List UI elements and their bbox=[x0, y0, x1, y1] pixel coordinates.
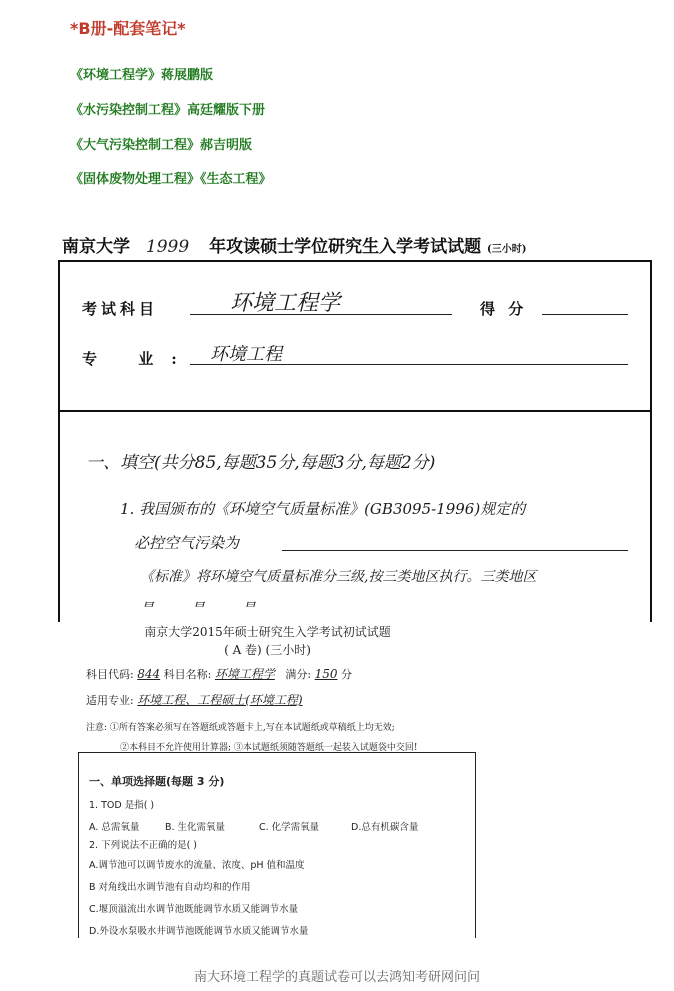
full-value: 150 bbox=[314, 667, 338, 681]
university-name: 南京大学 bbox=[62, 237, 130, 257]
name-value: 环境工程学 bbox=[214, 667, 275, 681]
q2-option-d: D.外设水泵吸水井调节池既能调节水质又能调节水量 bbox=[89, 926, 309, 937]
major-label: 专 业: bbox=[82, 350, 195, 368]
exam-1999-title bbox=[62, 232, 527, 257]
q2-option-c: C.堰顶溢流出水调节池既能调节水质又能调节水量 bbox=[89, 904, 299, 915]
question-2: 2. 下列说法不正确的是( ) bbox=[89, 840, 198, 851]
question-line: 1. 我国颁布的《环境空气质量标准》(GB3095-1996)规定的 bbox=[120, 500, 526, 518]
major-value: 环境工程 bbox=[210, 344, 282, 365]
form-divider bbox=[60, 410, 650, 412]
section-title: 一、填空(共分85,每题35分,每题3分,每题2分) bbox=[86, 453, 436, 473]
question-1: 1. TOD 是指( ) bbox=[89, 800, 155, 811]
exam-1999-scan bbox=[40, 222, 654, 606]
q1-option-c: C. 化学需氧量 bbox=[259, 822, 320, 833]
book-item-3: 《大气污染控制工程》郝吉明版 bbox=[70, 138, 253, 153]
full-label: 满分: bbox=[285, 668, 312, 681]
q1-option-a: A. 总需氧量 bbox=[89, 822, 140, 833]
q1-option-d: D.总有机碳含量 bbox=[351, 822, 419, 833]
book-item-4: 《固体废物处理工程》《生态工程》 bbox=[70, 172, 272, 187]
subject-value: 环境工程学 bbox=[230, 291, 341, 316]
exam-note-2: ②本科目不允许使用计算器; ③本试题纸须随答题纸一起装入试题袋中交回! bbox=[120, 743, 418, 753]
exam-2015-scan bbox=[60, 607, 475, 937]
name-label: 科目名称: bbox=[163, 668, 212, 681]
code-value: 844 bbox=[137, 667, 161, 681]
full-unit: 分 bbox=[340, 668, 352, 681]
major-value: 环境工程、工程硕士(环境工程) bbox=[137, 693, 303, 707]
question-line: 《标准》将环境空气质量标准分三级,按三类地区执行。三类地区 bbox=[140, 569, 537, 585]
exam-note-1: 注意: ①所有答案必须写在答题纸或答题卡上,写在本试题纸或草稿纸上均无效; bbox=[86, 723, 395, 733]
exam-2015-code-row bbox=[86, 665, 352, 682]
q1-option-b: B. 生化需氧量 bbox=[165, 822, 226, 833]
score-underline bbox=[542, 314, 628, 315]
exam-2015-paper: ( A 卷) (三小时) bbox=[224, 643, 311, 657]
major-label: 适用专业: bbox=[86, 694, 134, 707]
question-box bbox=[78, 752, 476, 938]
question-line: 必控空气污染为 bbox=[134, 534, 240, 552]
subject-label: 考试科目 bbox=[82, 300, 159, 318]
answer-underline bbox=[282, 550, 628, 551]
section-title: 一、单项选择题(每题 3 分) bbox=[89, 775, 225, 788]
exam-year: 1999 bbox=[145, 237, 190, 257]
exam-1999-form bbox=[58, 260, 652, 622]
notes-heading: *B册-配套笔记* bbox=[70, 19, 186, 38]
q2-option-b: B 对角线出水调节池有自动均和的作用 bbox=[89, 882, 251, 893]
exam-2015-major-row bbox=[86, 691, 303, 708]
exam-duration: (三小时) bbox=[487, 244, 527, 255]
exam-2015-title: 南京大学2015年硕士研究生入学考试初试试题 bbox=[144, 625, 391, 639]
code-label: 科目代码: bbox=[86, 668, 134, 681]
book-item-1: 《环境工程学》蒋展鹏版 bbox=[70, 68, 214, 83]
caption: 南大环境工程学的真题试卷可以去鸿知考研网问问 bbox=[193, 970, 480, 985]
book-item-2: 《水污染控制工程》高廷耀版下册 bbox=[70, 103, 266, 118]
exam-title-text: 年攻读硕士学位研究生入学考试试题 bbox=[209, 237, 482, 257]
score-label: 得 分 bbox=[480, 300, 528, 318]
q2-option-a: A.调节池可以调节废水的流量、浓度、pH 值和温度 bbox=[89, 860, 305, 871]
